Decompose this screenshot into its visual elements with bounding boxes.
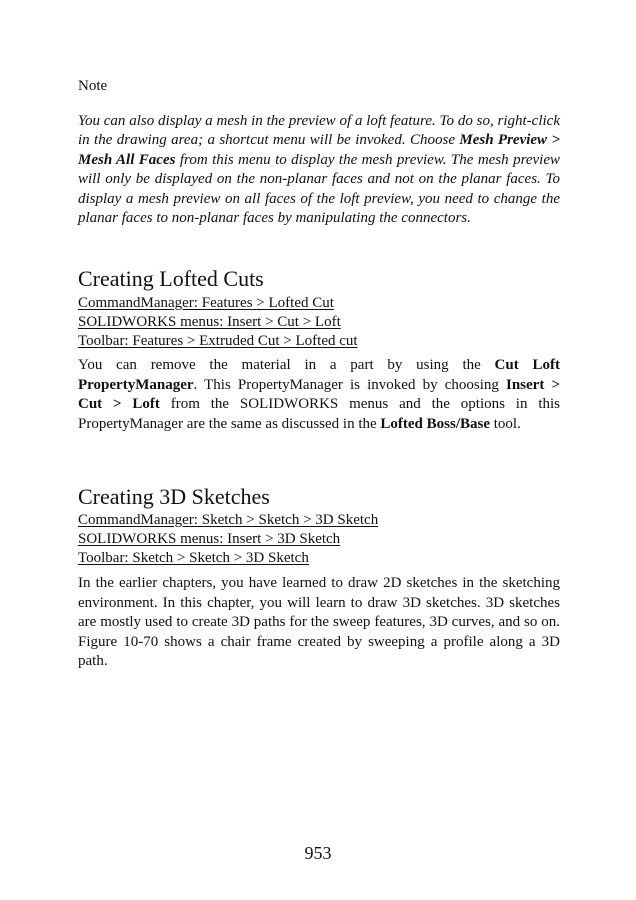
command-path-commandmanager[interactable]: CommandManager: Features > Lofted Cut [78,295,334,311]
command-path-menus[interactable]: SOLIDWORKS menus: Insert > 3D Sketch [78,531,341,547]
page-number: 953 [304,843,332,863]
section-title-lofted-cuts: Creating Lofted Cuts [78,266,264,291]
command-path-commandmanager[interactable]: CommandManager: Sketch > Sketch > 3D Sketch [78,512,379,528]
command-path-menus[interactable]: SOLIDWORKS menus: Insert > Cut > Loft [78,314,341,330]
command-paths-3d-sketches [78,511,378,568]
paragraph-3d-sketches: In the earlier chapters, you have learned to draw 2D sketches in the sketching environment. In this chapter, you will learn to draw 3D sketches. 3D sketches are mostly used to create 3D paths for the sweep features, 3D curves, and so on. Figure 10-70 shows a chair frame created by sweeping a profile along a 3D path. [78,575,560,669]
lofted-cuts-text-4: tool. [490,415,521,432]
command-path-toolbar[interactable]: Toolbar: Features > Extruded Cut > Lofted cut [78,333,358,349]
note-text [78,112,560,228]
lofted-cuts-bold-3: Lofted Boss/Base [380,415,490,432]
lofted-cuts-bold-1: Cut Loft PropertyManager [78,357,560,393]
lofted-cuts-text-1: You can remove the material in a part by using the [78,357,495,373]
lofted-cuts-bold-2: Insert > Cut > Loft [78,376,560,412]
lofted-cuts-text-3: from the SOLIDWORKS menus and the options in this PropertyManager are the same as discussed in the [78,396,560,432]
section-title-3d-sketches: Creating 3D Sketches [78,484,270,509]
note-text-part-2: from this menu to display the mesh preview. The mesh preview will only be displayed on the non-planar faces and not on the planar faces. To display a mesh preview on all faces of the loft preview, you need to change the planar faces to non-planar faces by manipulating the connectors. [78,151,560,227]
command-path-toolbar[interactable]: Toolbar: Sketch > Sketch > 3D Sketch [78,550,309,566]
note-text-part-1: You can also display a mesh in the preview of a loft feature. To do so, right-click in the drawing area; a shortcut menu will be invoked. Choose [78,113,560,149]
paragraph-lofted-cuts [78,356,560,434]
note-label: Note [78,78,108,94]
note-text-bold: Mesh Preview > Mesh All Faces [78,132,560,168]
command-paths-lofted-cuts [78,294,358,351]
lofted-cuts-text-2: . This PropertyManager is invoked by choosing [193,376,506,393]
